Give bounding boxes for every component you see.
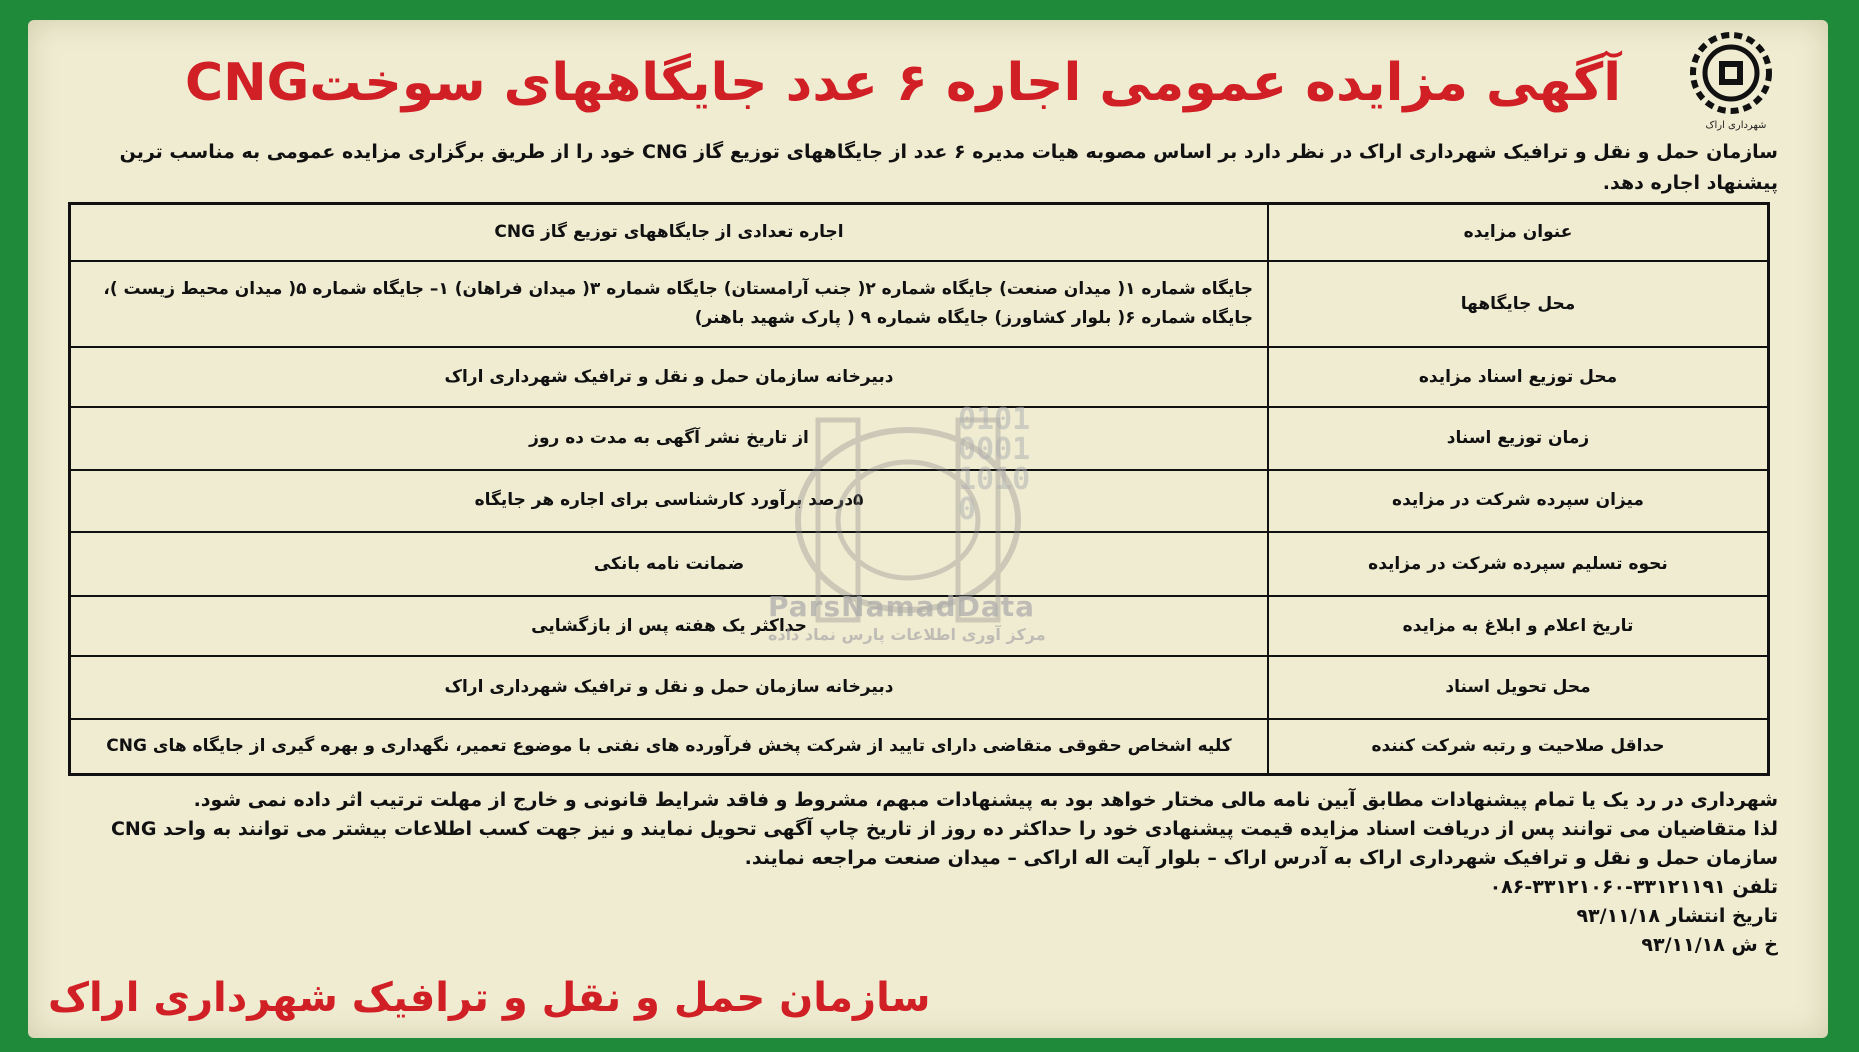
footer-paragraph-rights: شهرداری در رد یک یا تمام پیشنهادات مطابق آیین نامه مالی مختار خواهد بود به پیشنهادات مبهم، مشروط و فاقد شرایط قانونی و خارج از مهلت ترتیب اثر داده نمی شود. [193,789,1778,811]
watermark-digit-line: 0101 [958,402,1031,437]
watermark-digit-line: 0001 [958,432,1031,467]
watermark-digit-line: 1010 [958,462,1031,497]
auction-details-table [68,202,1770,776]
table-row [70,261,1769,347]
table-row [70,347,1769,407]
footer-phone: تلفن ۳۳۱۲۱۱۹۱-۳۳۱۲۱۰۶۰-۰۸۶ [1489,876,1778,898]
table-row [70,407,1769,469]
footer-publish-date: تاریخ انتشار ۹۳/۱۱/۱۸ [1576,905,1778,927]
row-value: کلیه اشخاص حقوقی متقاضی دارای تایید از شرکت پخش فرآورده های نفتی با موضوع تعمیر، نگهداری و بهره گیری از جایگاه های CNG [70,719,1269,775]
watermark-digits [958,402,1031,527]
row-label: زمان توزیع اسناد [1268,407,1769,469]
row-value: از تاریخ نشر آگهی به مدت ده روز [70,407,1269,469]
row-value: جایگاه شماره ۱( میدان صنعت) جایگاه شماره ۲( جنب آرامستان) جایگاه شماره ۳( میدان فراهان) ۱– جایگاه شماره ۵( میدان محیط زیست )، جایگاه شماره ۶( بلوار کشاورز) جایگاه شماره ۹ ( پارک شهید باهنر) [70,261,1269,347]
row-value: حداکثر یک هفته پس از بازگشایی [70,596,1269,656]
table-row [70,719,1769,775]
ad-title: آگهی مزایده عمومی اجاره ۶ عدد جایگاههای سوختCNG [184,53,1622,113]
row-label: نحوه تسلیم سپرده شرکت در مزایده [1268,532,1769,596]
row-value: ۵درصد برآورد کارشناسی برای اجاره هر جایگاه [70,470,1269,532]
row-label: محل تحویل اسناد [1268,656,1769,718]
advertisement-paper [28,20,1828,1038]
row-value: دبیرخانه سازمان حمل و نقل و ترافیک شهرداری اراک [70,347,1269,407]
watermark-subtext: مرکز آوری اطلاعات پارس نماد داده [768,625,1046,644]
row-value: اجاره تعدادی از جایگاههای توزیع گاز CNG [70,204,1269,262]
municipality-emblem-icon [1676,28,1786,128]
row-label: میزان سپرده شرکت در مزایده [1268,470,1769,532]
footer-notes [78,786,1778,960]
table-row [70,656,1769,718]
intro-paragraph: سازمان حمل و نقل و ترافیک شهرداری اراک در نظر دارد بر اساس مصوبه هیات مدیره ۶ عدد از جایگاههای توزیع گاز CNG خود را از طریق برگزاری مزایده عمومی به مناسب ترین پیشنهاد اجاره دهد. [119,141,1778,194]
footer-code: خ ش ۹۳/۱۱/۱۸ [1641,934,1778,956]
watermark-digit-line: 0 [958,492,977,527]
row-label: محل جایگاهها [1268,261,1769,347]
watermark-brand: ParsNamadData [768,590,1035,623]
row-label: حداقل صلاحیت و رتبه شرکت کننده [1268,719,1769,775]
row-value: دبیرخانه سازمان حمل و نقل و ترافیک شهرداری اراک [70,656,1269,718]
row-label: عنوان مزایده [1268,204,1769,262]
organization-signature: سازمان حمل و نقل و ترافیک شهرداری اراک [48,975,931,1021]
row-label: محل توزیع اسناد مزایده [1268,347,1769,407]
row-value: ضمانت نامه بانکی [70,532,1269,596]
footer-paragraph-instructions: لذا متقاضیان می توانند پس از دریافت اسناد مزایده قیمت پیشنهادی خود را حداکثر ده روز از تاریخ چاپ آگهی تحویل نمایند و نیز جهت کسب اطلاعات بیشتر می توانند به واحد CNG سازمان حمل و نقل و ترافیک شهرداری اراک به آدرس اراک – بلوار آیت اله اراکی – میدان صنعت مراجعه نمایند. [110,818,1778,869]
watermark-text [768,590,1046,644]
logo-caption: شهرداری اراک [1705,120,1767,131]
row-label: تاریخ اعلام و ابلاغ به مزایده [1268,596,1769,656]
table-row [70,204,1769,262]
table-row [70,470,1769,532]
table-row [70,532,1769,596]
